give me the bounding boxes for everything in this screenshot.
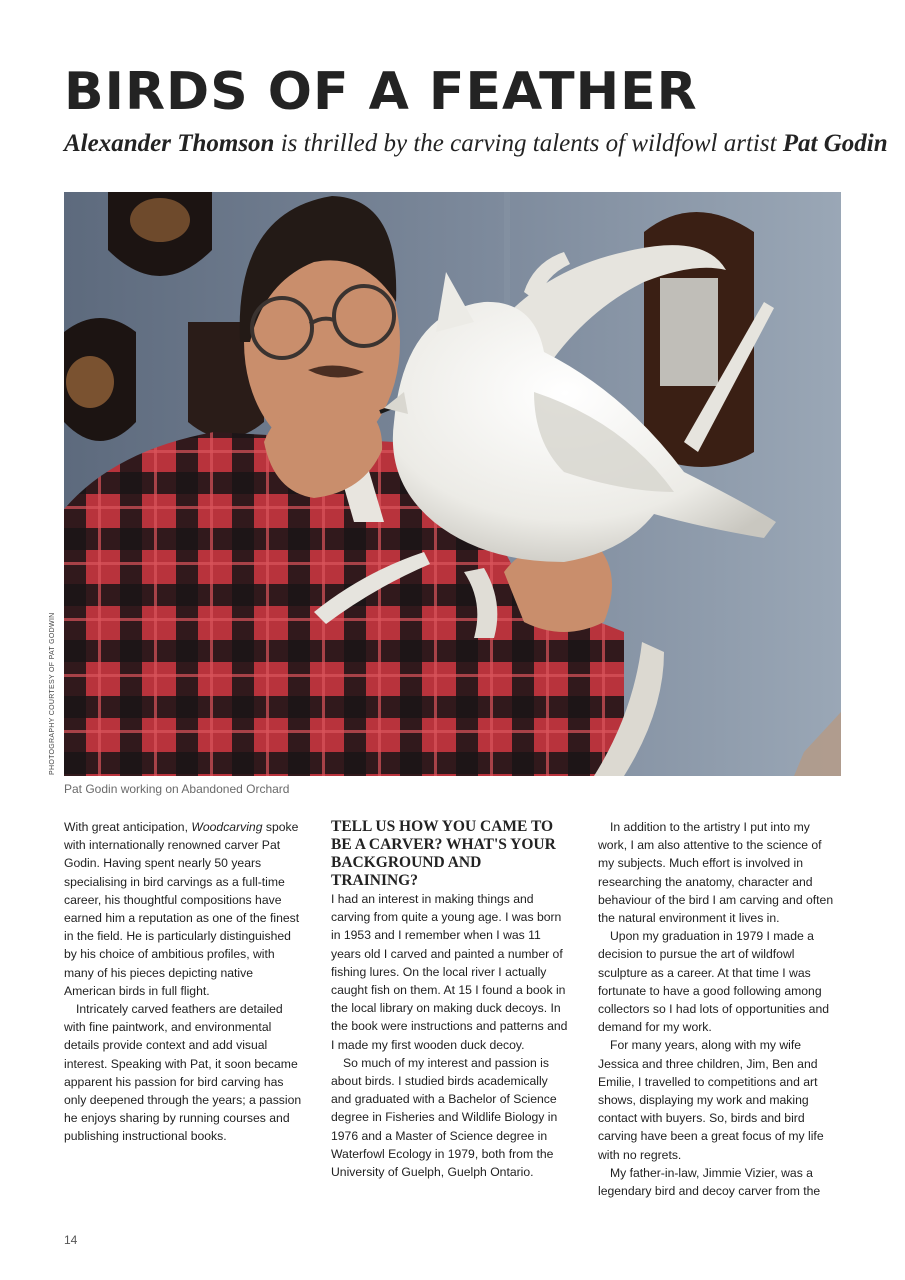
page-number: 14 xyxy=(64,1233,78,1247)
article-photo xyxy=(64,192,841,776)
body-paragraph: For many years, along with my wife Jessica and three children, Jim, Ben and Emilie, I travelled to competitions and art shows, displaying my work and making contact with buyers. So, birds and bird carving have been a great focus of my life with no regrets. xyxy=(598,1038,824,1162)
body-paragraph: Intricately carved feathers are detailed with fine paintwork, and environmental details provide context and add visual interest. Speaking with Pat, it soon became apparent his passion for bird carving has only deepened through the years; a passion he enjoys sharing by running courses and publishing instructional books. xyxy=(64,1002,302,1144)
photo-caption: Pat Godin working on Abandoned Orchard xyxy=(64,782,290,796)
subject-name: Pat Godin xyxy=(782,130,888,157)
intro-paragraph: With great anticipation, Woodcarving spoke with internationally renowned carver Pat Godin. Having spent nearly 50 years specialising in bird carvings as a full-time career, his thoughtful compositions have earned him a reputation as one of the finest in the field. He is particularly distinguished by his choice of ambitious profiles, with many of his pieces depicting native American birds in full flight. xyxy=(64,820,300,998)
column-1 xyxy=(64,818,304,1146)
photo-illustration xyxy=(64,192,841,776)
column-2 xyxy=(331,818,571,1181)
standfirst xyxy=(64,130,888,158)
article-title: BIRDS OF A FEATHER xyxy=(64,62,698,122)
body-paragraph: So much of my interest and passion is about birds. I studied birds academically and graduated with a Bachelor of Science degree in Fisheries and Wildlife Biology in 1976 and a Master of Science degree in Waterfowl Ecology in 1979, both from the University of Guelph, Guelph Ontario. xyxy=(331,1055,558,1180)
body-paragraph: I had an interest in making things and carving from quite a young age. I was born in 1953 and I remember when I was 11 years old I carved and painted a number of fishing lures. On the local river I actually caught fish on them. At 15 I found a book in the local library on making duck decoys. In the book were instructions and patterns and I made my first wooden duck decoy. xyxy=(331,892,568,1052)
standfirst-text: is thrilled by the carving talents of wildfowl artist xyxy=(274,130,783,157)
question-heading: TELL US HOW YOU CAME TO BE A CARVER? WHAT'S YOUR BACKGROUND AND TRAINING? xyxy=(331,818,556,889)
column-3 xyxy=(598,818,838,1200)
body-paragraph: In addition to the artistry I put into my work, I am also attentive to the science of my subjects. Much effort is involved in researching the anatomy, character and behaviour of the bird I am carving and often the natural environment it lives in. xyxy=(598,820,834,926)
author-name: Alexander Thomson xyxy=(64,130,275,157)
magazine-name: Woodcarving xyxy=(191,820,263,834)
photo-credit: PHOTOGRAPHY COURTESY OF PAT GODWIN xyxy=(49,612,56,775)
body-paragraph: My father-in-law, Jimmie Vizier, was a legendary bird and decoy carver from the xyxy=(598,1165,821,1199)
body-paragraph: Upon my graduation in 1979 I made a decision to pursue the art of wildfowl sculpture as a career. At that time I was fortunate to have a good following among collectors so I had lots of opportunities and demand for my work. xyxy=(598,929,830,1035)
